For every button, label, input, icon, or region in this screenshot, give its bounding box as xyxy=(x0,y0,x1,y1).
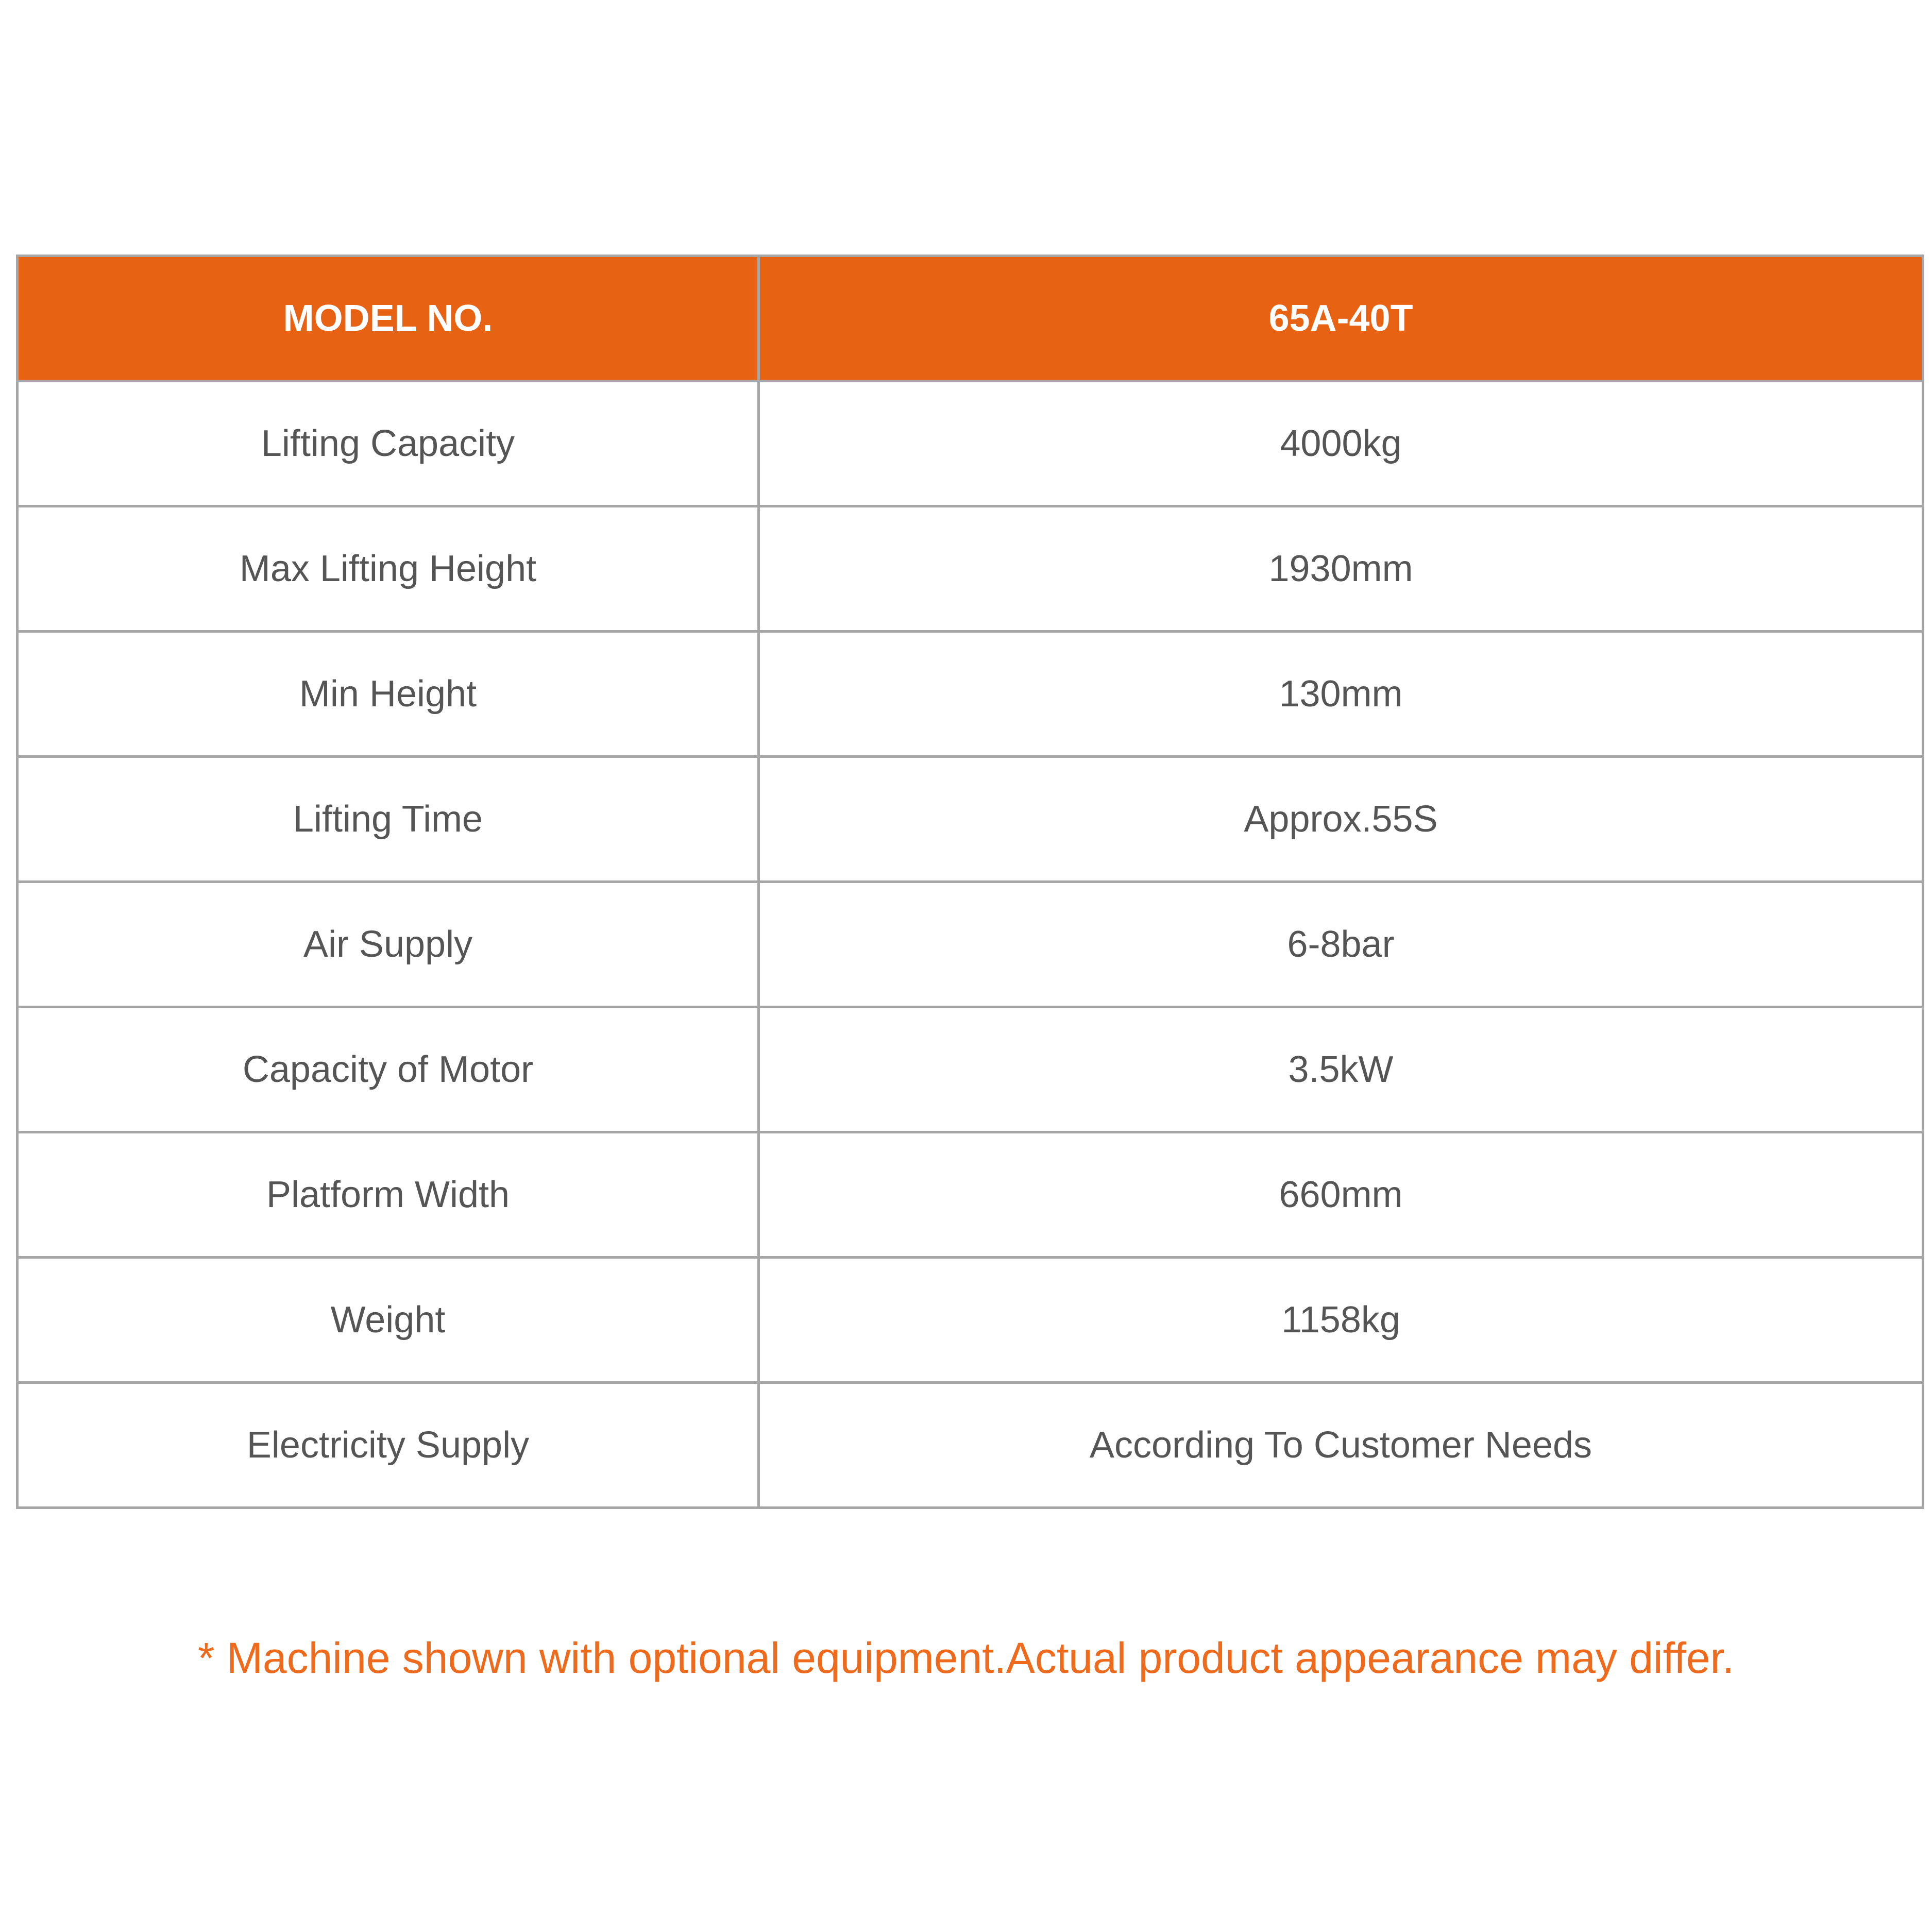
row-label: Min Height xyxy=(18,632,759,757)
row-label: Lifting Time xyxy=(18,757,759,882)
row-value: Approx.55S xyxy=(759,757,1923,882)
row-value: According To Customer Needs xyxy=(759,1383,1923,1508)
row-value: 130mm xyxy=(759,632,1923,757)
table-row xyxy=(18,381,1923,506)
row-value: 4000kg xyxy=(759,381,1923,506)
row-label: Max Lifting Height xyxy=(18,506,759,632)
row-label: Electricity Supply xyxy=(18,1383,759,1508)
row-value: 1930mm xyxy=(759,506,1923,632)
row-value: 6-8bar xyxy=(759,882,1923,1007)
table-row xyxy=(18,632,1923,757)
row-label: Air Supply xyxy=(18,882,759,1007)
row-label: Weight xyxy=(18,1258,759,1383)
row-label: Capacity of Motor xyxy=(18,1007,759,1132)
row-value: 1158kg xyxy=(759,1258,1923,1383)
row-value: 660mm xyxy=(759,1132,1923,1258)
table-row xyxy=(18,1383,1923,1508)
spec-table xyxy=(16,255,1924,1509)
disclaimer-footnote: * Machine shown with optional equipment.Actual product appearance may differ. xyxy=(197,1634,1735,1682)
row-label: Platform Width xyxy=(18,1132,759,1258)
table-row xyxy=(18,1132,1923,1258)
table-row xyxy=(18,882,1923,1007)
table-row xyxy=(18,1007,1923,1132)
row-value: 3.5kW xyxy=(759,1007,1923,1132)
table-row xyxy=(18,506,1923,632)
row-label: Lifting Capacity xyxy=(18,381,759,506)
table-row xyxy=(18,1258,1923,1383)
header-model-value: 65A-40T xyxy=(759,256,1923,381)
table-row xyxy=(18,757,1923,882)
table-header-row xyxy=(18,256,1923,381)
header-label: MODEL NO. xyxy=(18,256,759,381)
